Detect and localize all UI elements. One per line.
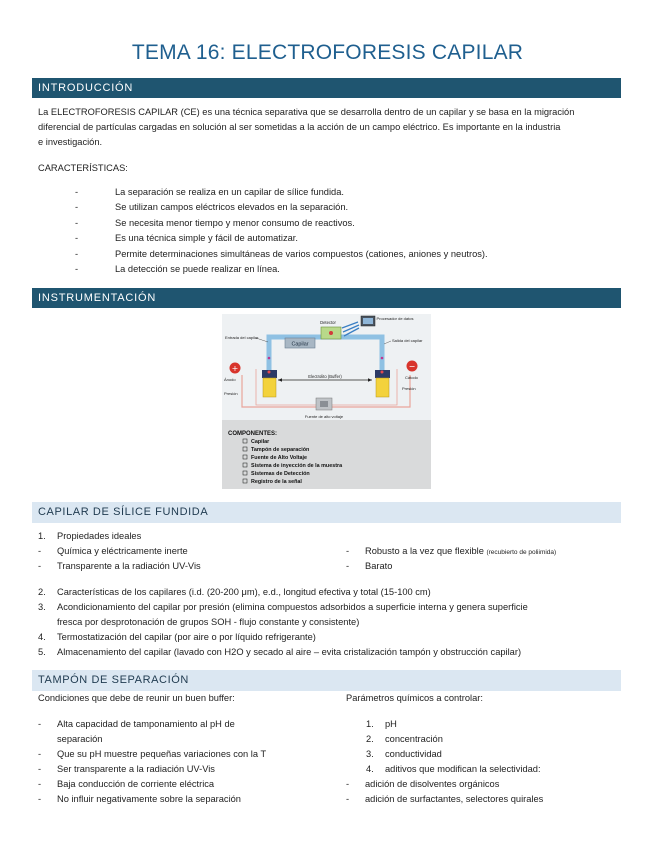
component-item: Tampón de separación — [251, 447, 310, 453]
capillary-inlet-label: Entrada del capilar — [225, 335, 259, 340]
component-item: Capilar — [251, 439, 270, 445]
capillary-numbered-item: 4. Termostatización del capilar (por aire o por líquido refrigerante) — [38, 632, 316, 642]
capillary-numbered-item: 3. Acondicionamiento del capilar por presión (elimina compuestos adsorbidos a superficie interna y genera superficie — [38, 602, 528, 612]
buffer-right-title: Parámetros químicos a controlar: — [346, 693, 483, 703]
buffer-condition: - No influir negativamente sobre la separación — [38, 794, 241, 804]
component-item: Fuente de Alto Voltaje — [251, 455, 308, 461]
buffer-condition: - Alta capacidad de tamponamiento al pH de — [38, 719, 235, 729]
capillary-numbered-item-continued: fresca por desprotonación de grupos SOH - flujo constante y consistente) — [57, 617, 360, 627]
buffer-parameter: 1. pH — [366, 719, 397, 729]
hv-source-inner — [320, 401, 328, 407]
detector-light — [329, 331, 333, 335]
capillary-prop-right: - Barato — [346, 561, 393, 571]
page-title: TEMA 16: ELECTROFORESIS CAPILAR — [131, 41, 524, 64]
section-header-instrumentacion: INSTRUMENTACIÓN — [32, 288, 621, 308]
outlet-electrode-dot — [381, 371, 384, 374]
outlet-vial — [376, 378, 389, 397]
intro-paragraph — [38, 105, 620, 149]
component-item: Sistema de inyección de la muestra — [251, 463, 343, 469]
buffer-left-title: Condiciones que debe de reunir un buen buffer: — [38, 693, 235, 703]
buffer-condition-continued: separación — [57, 734, 103, 744]
inlet-vial — [263, 378, 276, 397]
pressure-right-label: Presión — [402, 386, 416, 391]
data-processor-label: Procesador de datos — [376, 316, 414, 321]
inlet-electrode-dot — [268, 371, 271, 374]
capillary-item-1: 1. Propiedades ideales — [38, 531, 142, 541]
capillary-outlet-label: Salida del capilar — [392, 338, 423, 343]
capillary-prop-right: - Robusto a la vez que flexible (recubierto de poliimida) — [346, 546, 557, 556]
component-item: Registro de la señal — [251, 479, 302, 485]
svg-text:+: + — [231, 364, 239, 373]
capillary-numbered-item: 5. Almacenamiento del capilar (lavado con H2O y secado al aire – evita cristalización tampón y obstrucción capilar) — [38, 647, 522, 657]
characteristics-label: CARACTERÍSTICAS: — [38, 163, 128, 173]
svg-text:−: − — [408, 362, 416, 371]
buffer-additive: - adición de surfactantes, selectores quirales — [346, 794, 544, 804]
cathode-label: Cátodo — [405, 375, 418, 380]
capillary-label: Capilar — [291, 341, 309, 348]
buffer-condition: - Ser transparente a la radiación UV-Vis — [38, 764, 215, 774]
anode-label: Ánodo — [224, 377, 236, 382]
outlet-sample-dot — [381, 357, 384, 360]
buffer-parameter: 4. aditivos que modifican la selectividad: — [366, 764, 541, 774]
hv-source-label: Fuente de alto voltaje — [304, 414, 344, 419]
buffer-parameter: 2. concentración — [366, 734, 443, 744]
components-title: COMPONENTES: — [228, 431, 278, 437]
section-header-introduccion: INTRODUCCIÓN — [32, 78, 621, 98]
capillary-numbered-item: 2. Características de los capilares (i.d. (20-200 μm), e.d., longitud efectiva y total (15-100 cm) — [38, 587, 431, 597]
electrolyte-label: Electrolito (Buffer) — [308, 374, 342, 379]
ce-instrument-diagram — [222, 314, 431, 489]
capillary-prop-left: - Transparente a la radiación UV-Vis — [38, 561, 201, 571]
intro-paragraph-line: diferencial de partículas cargadas en solución al ser sometidas a la acción de un campo eléctrico. Es importante en la industria — [38, 121, 561, 132]
buffer-additive: - adición de disolventes orgánicos — [346, 779, 500, 789]
section-header-capilar: CAPILAR DE SÍLICE FUNDIDA — [32, 502, 621, 523]
section-header-tampon: TAMPÓN DE SEPARACIÓN — [32, 670, 621, 691]
component-item: Sistemas de Detección — [251, 471, 310, 477]
computer-screen — [363, 318, 373, 324]
buffer-condition: - Que su pH muestre pequeñas variaciones con la T — [38, 749, 267, 759]
inlet-sample-dot — [268, 357, 271, 360]
document-page: TEMA 16: ELECTROFORESIS CAPILAR INTRODUCCIÓN La ELECTROFORESIS CAPILAR (CE) es una técnica separativa que se desarrolla dentro de un capilar y se basa en la migración diferencial de partículas cargadas en solución al ser sometidas a la acción de un campo eléctrico. Es importante en la industria e investigación. CARACTERÍSTICAS: - La separación se realiza en un capilar de sílice fundida. - Se utilizan campos eléctricos elevados en la separación. - Se necesita menor tiempo y menor consumo de reactivos. - Es una técnica simple y fácil de automatizar. - Permite determinaciones simultáneas de varios compuestos (cationes, aniones y neutros). - La detección se puede realizar en línea. INSTRUMENTACIÓN Capilar Detector Procesador de datos Entrada del capilar Salida del capilar Electrolito (Buffer) + Ánodo − Cátodo Presión Presión Fuente de alto voltaje COMPONENTES: Capilar Tampón de separación Fuente de Alto Voltaje Sistema de inyección de la muestra Sistemas de Detección Registro de la señal CAPILAR DE SÍLICE FUNDIDA 1. Propiedades ideales - Química y eléctricamente inerte - Transparente a la radiación UV-Vis - Robusto a la vez que flexible (recubierto de poliimida) - Barato 2. Características de los capilares (i.d. (20-200 μm), e.d., longitud efectiva y total (15-100 cm) 3. Acondicionamiento del capilar por presión (elimina compuestos adsorbidos a superficie interna y genera superficie fresca por desprotonación de grupos SOH - flujo constante y consistente) 4. Termostatización del capilar (por aire o por líquido refrigerante) 5. Almacenamiento del capilar (lavado con H2O y secado al aire – evita cristalización tampón y obstrucción capilar) TAMPÓN DE SEPARACIÓN Condiciones que debe de reunir un buen buffer: Parámetros químicos a controlar: - Alta capacidad de tamponamiento al pH de separación - Que su pH muestre pequeñas variaciones con la T - Ser transparente a la radiación UV-Vis - Baja conducción de corriente eléctrica - No influir negativamente sobre la separación 1. pH 2. concentración 3. conductividad 4. aditivos que modifican la selectividad: - adición de disolventes orgánicos - adición de surfactantes, selectores quirales — [0, 0, 655, 848]
buffer-condition: - Baja conducción de corriente eléctrica — [38, 779, 215, 789]
detector-label: Detector — [320, 320, 336, 325]
pressure-left-label: Presión — [224, 391, 238, 396]
intro-paragraph-line: e investigación. — [38, 136, 103, 147]
intro-paragraph-line: La ELECTROFORESIS CAPILAR (CE) es una técnica separativa que se desarrolla dentro de un capilar y se basa en la migración — [38, 107, 575, 117]
buffer-parameter: 3. conductividad — [366, 749, 442, 759]
capillary-prop-left: - Química y eléctricamente inerte — [38, 546, 188, 556]
